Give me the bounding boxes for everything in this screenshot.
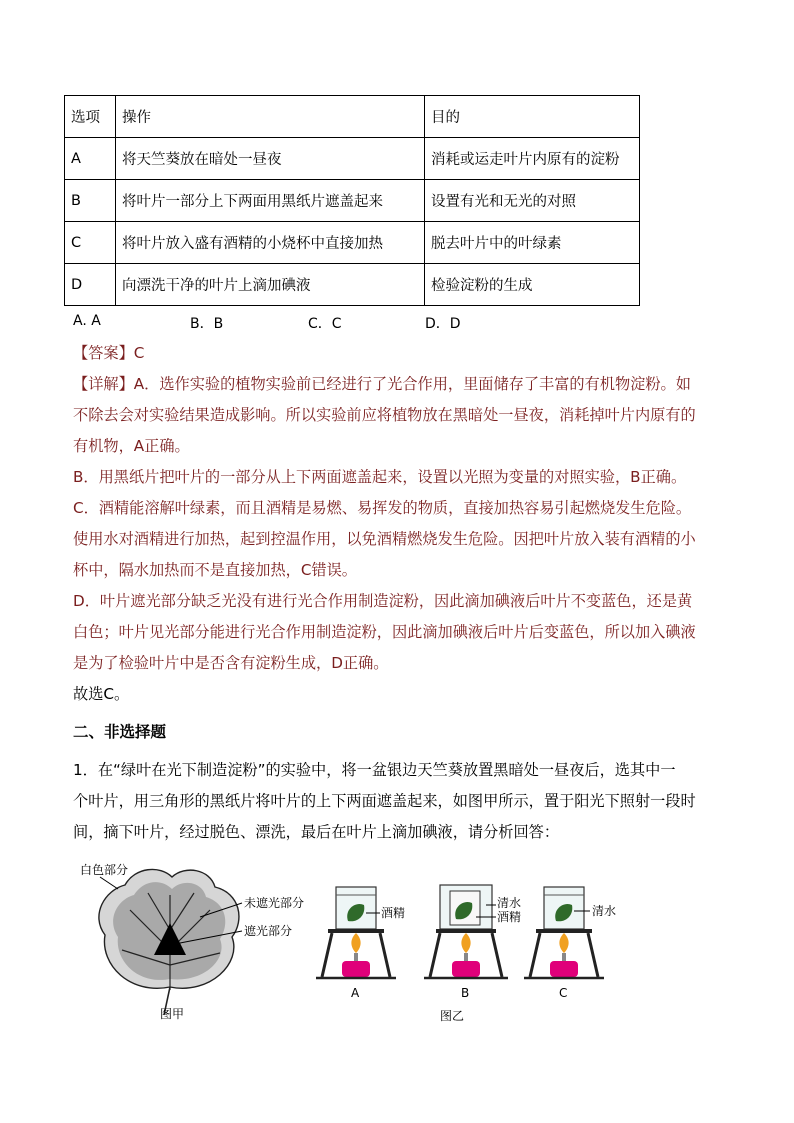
table-cell: 消耗或运走叶片内原有的淀粉 bbox=[425, 138, 640, 180]
table-row bbox=[65, 264, 640, 306]
choice-c: C．C bbox=[308, 316, 342, 332]
setup-b-letter: B bbox=[461, 986, 470, 1000]
detail-line: 使用水对酒精进行加热，起到控温作用，以免酒精燃烧发生危险。因把叶片放入装有酒精的小 bbox=[73, 530, 696, 548]
section-heading: 二、非选择题 bbox=[73, 723, 167, 741]
table-cell: C bbox=[65, 222, 116, 264]
alcohol-lamp bbox=[342, 961, 370, 977]
table-row bbox=[65, 180, 640, 222]
table-header-cell: 操作 bbox=[116, 96, 425, 138]
detail-line: 是为了检验叶片中是否含有淀粉生成，D正确。 bbox=[73, 654, 389, 672]
table-cell: 将天竺葵放在暗处一昼夜 bbox=[116, 138, 425, 180]
question-line: 个叶片，用三角形的黑纸片将叶片的上下两面遮盖起来，如图甲所示，置于阳光下照射一段时 bbox=[73, 792, 696, 810]
setup-c bbox=[524, 887, 616, 1000]
answer-block bbox=[73, 338, 733, 679]
question-block bbox=[73, 755, 733, 848]
table-cell: 将叶片放入盛有酒精的小烧杯中直接加热 bbox=[116, 222, 425, 264]
leaf-diagram bbox=[80, 862, 304, 1021]
setup-a-letter: A bbox=[351, 986, 360, 1000]
table-cell: B bbox=[65, 180, 116, 222]
detail-line: 【详解】A．选作实验的植物实验前已经进行了光合作用，里面储存了丰富的有机物淀粉。如 bbox=[73, 375, 691, 393]
conclusion-block bbox=[73, 679, 733, 710]
table-cell: 设置有光和无光的对照 bbox=[425, 180, 640, 222]
caption-figure-b: 图乙 bbox=[440, 1009, 465, 1023]
detail-line: 白色；叶片见光部分能进行光合作用制造淀粉，因此滴加碘液后叶片后变蓝色，所以加入碘液 bbox=[73, 623, 696, 641]
stand-plate bbox=[328, 929, 384, 933]
detail-line: 杯中，隔水加热而不是直接加热，C错误。 bbox=[73, 561, 357, 579]
table-cell: 向漂洗干净的叶片上滴加碘液 bbox=[116, 264, 425, 306]
conclusion-line: 故选C。 bbox=[73, 685, 130, 703]
question-line: 间，摘下叶片，经过脱色、漂洗，最后在叶片上滴加碘液，请分析回答： bbox=[73, 823, 559, 841]
label-alcohol: 酒精 bbox=[497, 910, 522, 924]
flame bbox=[351, 933, 360, 953]
label-alcohol: 酒精 bbox=[381, 906, 406, 920]
options-table bbox=[64, 95, 640, 306]
setup-a bbox=[316, 887, 405, 1000]
label-shaded-part: 遮光部分 bbox=[244, 924, 293, 938]
table-cell: 脱去叶片中的叶绿素 bbox=[425, 222, 640, 264]
label-white-part: 白色部分 bbox=[80, 863, 129, 877]
detail-line: B．用黑纸片把叶片的一部分从上下两面遮盖起来，设置以光照为变量的对照实验，B正确。 bbox=[73, 468, 687, 486]
detail-line: 有机物，A正确。 bbox=[73, 437, 190, 455]
stand-plate bbox=[536, 929, 592, 933]
setup-c-letter: C bbox=[559, 986, 568, 1000]
alcohol-lamp bbox=[452, 961, 480, 977]
detail-line: 不除去会对实验结果造成影响。所以实验前应将植物放在黑暗处一昼夜，消耗掉叶片内原有的 bbox=[73, 406, 696, 424]
flame bbox=[559, 933, 568, 953]
table-cell: 检验淀粉的生成 bbox=[425, 264, 640, 306]
question-line: 1．在“绿叶在光下制造淀粉”的实验中，将一盆银边天竺葵放置黑暗处一昼夜后，选其中一 bbox=[73, 761, 676, 779]
table-header-cell: 目的 bbox=[425, 96, 640, 138]
detail-line: C．酒精能溶解叶绿素，而且酒精是易燃、易挥发的物质，直接加热容易引起燃烧发生危险。 bbox=[73, 499, 692, 517]
answer-line: 【答案】C bbox=[73, 344, 145, 362]
label-water: 清水 bbox=[497, 896, 522, 910]
choice-b: B．B bbox=[190, 316, 224, 332]
caption-figure-a: 图甲 bbox=[160, 1007, 185, 1021]
table-cell: 将叶片一部分上下两面用黑纸片遮盖起来 bbox=[116, 180, 425, 222]
choice-d: D．D bbox=[425, 316, 461, 332]
flame bbox=[461, 933, 470, 953]
detail-line: D．叶片遮光部分缺乏光没有进行光合作用制造淀粉，因此滴加碘液后叶片不变蓝色，还是黄 bbox=[73, 592, 693, 610]
experiment-figure bbox=[60, 855, 730, 1035]
choice-a: A. A bbox=[73, 313, 101, 329]
table-header-row bbox=[65, 96, 640, 138]
alcohol-lamp bbox=[550, 961, 578, 977]
table-row bbox=[65, 138, 640, 180]
setup-b bbox=[424, 885, 521, 1000]
label-unshaded-part: 未遮光部分 bbox=[244, 896, 305, 910]
table-header-cell: 选项 bbox=[65, 96, 116, 138]
table-cell: D bbox=[65, 264, 116, 306]
stand-plate bbox=[436, 929, 496, 933]
table-cell: A bbox=[65, 138, 116, 180]
label-water: 清水 bbox=[592, 904, 617, 918]
table-row bbox=[65, 222, 640, 264]
